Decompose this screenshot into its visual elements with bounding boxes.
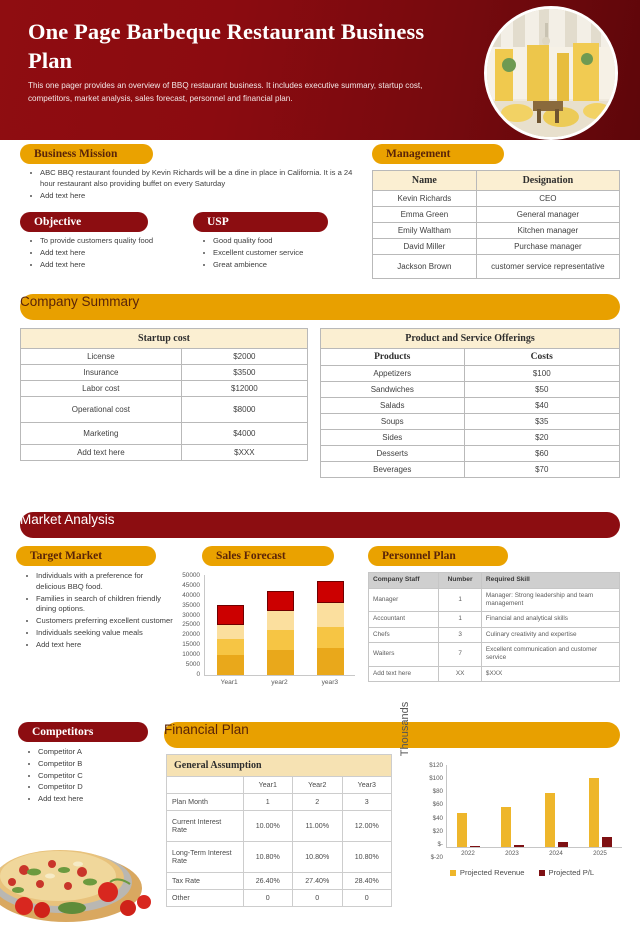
cell-skill: Financial and analytical skills <box>481 612 619 627</box>
list-item: Families in search of children friendly dining options. <box>30 594 174 616</box>
y-tick: $20 <box>432 827 443 835</box>
table-row <box>321 462 620 478</box>
cell-staff: Waiters <box>369 642 439 666</box>
list-item: Good quality food <box>207 236 358 247</box>
personnel-plan-label: Personnel Plan <box>382 550 456 562</box>
table-row <box>21 397 308 423</box>
financial-plan-chart <box>399 701 628 892</box>
list-item: Add text here <box>34 260 185 271</box>
list-item: To provide customers quality food <box>34 236 185 247</box>
objective-heading <box>20 212 148 232</box>
bar-revenue <box>457 813 467 847</box>
column-header-blank <box>167 777 244 794</box>
column-header: Year2 <box>293 777 343 794</box>
sales-forecast-chart <box>172 572 357 690</box>
y-tick: $-20 <box>430 853 443 861</box>
table-row <box>369 612 620 627</box>
bar-Year1 <box>217 605 244 675</box>
list-item: Add text here <box>30 640 174 651</box>
table-row <box>321 414 620 430</box>
startup-cost-table <box>20 328 308 461</box>
cell-year1: 1 <box>243 794 293 811</box>
cell-year1: 26.40% <box>243 873 293 890</box>
cell-year3: 28.40% <box>342 873 392 890</box>
target-market-list <box>16 571 174 650</box>
target-market-heading <box>16 546 156 566</box>
financial-chart-plot-area <box>446 765 622 847</box>
market-analysis-banner-label: Market Analysis <box>20 512 115 527</box>
competitors-heading <box>18 722 148 742</box>
usp-label: USP <box>207 216 229 228</box>
column-header: Number <box>439 573 482 589</box>
table-header-row <box>167 755 392 777</box>
cell-cost: $70 <box>464 462 619 478</box>
column-header: Designation <box>476 171 619 191</box>
list-item: Competitor D <box>32 782 168 793</box>
cell-skill: Culinary creativity and expertise <box>481 627 619 642</box>
financial-chart-baseline <box>446 847 622 848</box>
cell-number: 1 <box>439 588 482 612</box>
cell-number: 3 <box>439 627 482 642</box>
bar-segment <box>217 605 244 625</box>
cell-designation: customer service representative <box>476 255 619 279</box>
cell-label: Plan Month <box>167 794 244 811</box>
sales-forecast-x-axis <box>204 679 355 686</box>
restaurant-interior-photo <box>484 6 618 140</box>
y-tick: 40000 <box>182 591 200 599</box>
cell-label: Tax Rate <box>167 873 244 890</box>
pizza-photo <box>0 826 154 924</box>
bar-revenue <box>589 778 599 847</box>
legend-item-projected-pl <box>539 868 595 877</box>
objective-label: Objective <box>34 216 82 228</box>
financial-chart-y-axis-label: Thousands <box>399 701 411 757</box>
column-header: Costs <box>464 349 619 366</box>
bar-group-2024 <box>545 765 568 847</box>
cell-skill: Excellent communication and customer service <box>481 642 619 666</box>
list-item: Customers preferring excellent customer <box>30 616 174 627</box>
cell-staff: Accountant <box>369 612 439 627</box>
bar-segment <box>217 625 244 639</box>
objective-list <box>20 236 185 270</box>
legend-label: Projected P/L <box>548 868 595 877</box>
list-item: Add text here <box>32 794 168 805</box>
cell-year3: 12.00% <box>342 811 392 842</box>
cell-year1: 0 <box>243 890 293 907</box>
bar-group-2023 <box>501 765 524 847</box>
y-tick: 35000 <box>182 601 200 609</box>
legend-swatch <box>450 870 456 876</box>
competitors-label: Competitors <box>32 726 94 738</box>
table-subheader-row <box>321 349 620 366</box>
cell-cost: $60 <box>464 446 619 462</box>
competitors-list <box>18 747 168 805</box>
management-label: Management <box>386 148 451 160</box>
table-row <box>167 873 392 890</box>
bar-segment <box>317 603 344 627</box>
cell-cost: $100 <box>464 366 619 382</box>
cell-year3: 10.80% <box>342 842 392 873</box>
cell-cost: $40 <box>464 398 619 414</box>
table-header-row <box>373 171 620 191</box>
y-tick: $100 <box>429 775 443 783</box>
list-item: Add text here <box>34 248 185 259</box>
table-row <box>21 423 308 445</box>
cell-staff: Chefs <box>369 627 439 642</box>
y-tick: 5000 <box>185 661 200 669</box>
y-tick: 20000 <box>182 631 200 639</box>
table-row <box>373 255 620 279</box>
financial-chart-y-axis <box>417 762 443 861</box>
cell-label: Long-Term Interest Rate <box>167 842 244 873</box>
bar-segment <box>217 655 244 675</box>
y-tick: 50000 <box>182 572 200 579</box>
table-row <box>373 207 620 223</box>
sales-forecast-block <box>172 546 362 690</box>
table-row <box>21 365 308 381</box>
financial-plan-banner-label: Financial Plan <box>164 722 249 737</box>
bar-year3 <box>317 581 344 675</box>
bar-revenue <box>501 807 511 847</box>
pizza-icon <box>0 826 154 924</box>
bar-pl <box>602 837 612 847</box>
cell-cost: $8000 <box>181 397 307 423</box>
cell-number: XX <box>439 666 482 681</box>
market-analysis-banner <box>20 512 620 538</box>
cell-name: David Miller <box>373 239 477 255</box>
cell-designation: Kitchen manager <box>476 223 619 239</box>
cell-item: Operational cost <box>21 397 182 423</box>
cell-year2: 0 <box>293 890 343 907</box>
cell-cost: $35 <box>464 414 619 430</box>
y-tick: 25000 <box>182 621 200 629</box>
offerings-title: Product and Service Offerings <box>321 329 620 349</box>
bar-segment <box>267 630 294 650</box>
list-item: ABC BBQ restaurant founded by Kevin Richards will be a dine in place in California. It is a 24 hour restaurant also providing buffet on every Saturday <box>34 168 365 190</box>
y-tick: 0 <box>196 670 200 678</box>
legend-label: Projected Revenue <box>459 868 525 877</box>
bar-revenue <box>545 793 555 847</box>
usp-heading <box>193 212 328 232</box>
table-row <box>369 588 620 612</box>
cell-year3: 3 <box>342 794 392 811</box>
table-subheader-row <box>167 777 392 794</box>
list-item: Competitor C <box>32 771 168 782</box>
bar-segment <box>317 581 344 603</box>
bar-group-2022 <box>457 765 480 847</box>
management-heading <box>372 144 504 164</box>
table-row <box>369 642 620 666</box>
cell-number: 1 <box>439 612 482 627</box>
sales-forecast-plot-area <box>204 575 355 676</box>
cell-item: Labor cost <box>21 381 182 397</box>
offerings-table <box>320 328 620 478</box>
table-header-row <box>321 329 620 349</box>
page-title: One Page Barbeque Restaurant Business Plan <box>28 19 425 73</box>
cell-year2: 2 <box>293 794 343 811</box>
cell-cost: $20 <box>464 430 619 446</box>
company-summary-banner-label: Company Summary <box>20 294 140 309</box>
financial-plan-banner <box>164 722 620 748</box>
list-item: Add text here <box>34 191 365 202</box>
list-item: Individuals seeking value meals <box>30 628 174 639</box>
cell-cost: $2000 <box>181 349 307 365</box>
y-tick: 45000 <box>182 581 200 589</box>
bar-year2 <box>267 591 294 675</box>
business-mission-block <box>20 144 365 202</box>
table-row <box>369 627 620 642</box>
cell-number: 7 <box>439 642 482 666</box>
business-mission-label: Business Mission <box>34 148 118 160</box>
target-market-block <box>16 546 174 651</box>
cell-year2: 11.00% <box>293 811 343 842</box>
sales-forecast-y-axis <box>172 572 200 678</box>
business-mission-list <box>20 168 365 201</box>
table-row <box>373 223 620 239</box>
cell-item: License <box>21 349 182 365</box>
column-header: Company Staff <box>369 573 439 589</box>
cell-name: Emma Green <box>373 207 477 223</box>
column-header: Products <box>321 349 465 366</box>
general-assumption-title: General Assumption <box>167 755 392 777</box>
financial-chart-legend <box>416 868 628 877</box>
cell-product: Beverages <box>321 462 465 478</box>
table-row <box>167 842 392 873</box>
objective-block <box>20 212 185 271</box>
column-header: Year1 <box>243 777 293 794</box>
legend-item-projected-revenue <box>450 868 525 877</box>
cell-cost: $12000 <box>181 381 307 397</box>
list-item: Great ambience <box>207 260 358 271</box>
usp-block <box>193 212 358 271</box>
x-tick: 2024 <box>549 850 563 857</box>
column-header: Required Skill <box>481 573 619 589</box>
cell-year2: 27.40% <box>293 873 343 890</box>
competitors-block <box>18 722 168 806</box>
usp-list <box>193 236 358 270</box>
cell-label: Other <box>167 890 244 907</box>
general-assumption-block <box>166 754 392 907</box>
cell-year1: 10.00% <box>243 811 293 842</box>
table-row <box>373 239 620 255</box>
cell-year3: 0 <box>342 890 392 907</box>
personnel-plan-table <box>368 572 620 682</box>
bar-segment <box>217 639 244 655</box>
table-header-row <box>21 329 308 349</box>
list-item: Competitor A <box>32 747 168 758</box>
cell-product: Sandwiches <box>321 382 465 398</box>
y-tick: $- <box>437 840 443 848</box>
cell-product: Sides <box>321 430 465 446</box>
cell-cost: $50 <box>464 382 619 398</box>
y-tick: $60 <box>432 801 443 809</box>
cell-product: Desserts <box>321 446 465 462</box>
sales-forecast-heading <box>202 546 334 566</box>
y-tick: $80 <box>432 788 443 796</box>
x-tick: Year1 <box>220 679 238 686</box>
cell-item: Insurance <box>21 365 182 381</box>
management-table <box>372 170 620 279</box>
startup-cost-block <box>20 328 308 461</box>
startup-cost-title: Startup cost <box>21 329 308 349</box>
cell-item: Marketing <box>21 423 182 445</box>
cell-skill: $XXX <box>481 666 619 681</box>
x-tick: 2023 <box>505 850 519 857</box>
column-header: Name <box>373 171 477 191</box>
cell-product: Soups <box>321 414 465 430</box>
table-row <box>321 366 620 382</box>
cell-staff: Manager <box>369 588 439 612</box>
cell-year2: 10.80% <box>293 842 343 873</box>
sales-forecast-label: Sales Forecast <box>216 550 286 562</box>
y-tick: 30000 <box>182 611 200 619</box>
page-header <box>0 0 640 140</box>
bar-segment <box>317 648 344 675</box>
target-market-label: Target Market <box>30 550 103 562</box>
cell-designation: General manager <box>476 207 619 223</box>
cell-cost: $3500 <box>181 365 307 381</box>
cell-designation: CEO <box>476 191 619 207</box>
bar-segment <box>317 627 344 648</box>
bar-group-2025 <box>589 765 612 847</box>
list-item: Individuals with a preference for delicious BBQ food. <box>30 571 174 593</box>
list-item: Excellent customer service <box>207 248 358 259</box>
cell-cost: $XXX <box>181 445 307 461</box>
cell-label: Current Interest Rate <box>167 811 244 842</box>
table-row <box>321 446 620 462</box>
y-tick: $40 <box>432 814 443 822</box>
table-row <box>21 349 308 365</box>
cell-cost: $4000 <box>181 423 307 445</box>
offerings-block <box>320 328 620 478</box>
table-row <box>369 666 620 681</box>
y-tick: 15000 <box>182 641 200 649</box>
x-tick: year3 <box>321 679 339 686</box>
cell-name: Kevin Richards <box>373 191 477 207</box>
business-mission-heading <box>20 144 153 164</box>
cell-item: Add text here <box>21 445 182 461</box>
table-row <box>167 811 392 842</box>
bar-segment <box>267 591 294 611</box>
table-row <box>167 890 392 907</box>
table-row <box>321 398 620 414</box>
restaurant-photo-icon <box>487 9 615 137</box>
cell-product: Appetizers <box>321 366 465 382</box>
y-tick: 10000 <box>182 651 200 659</box>
page-subtitle: This one pager provides an overview of BBQ restaurant business. It includes executive summary, startup cost, competitors, market analysis, sales forecast, personnel and financial plan. <box>28 81 423 103</box>
table-row <box>21 445 308 461</box>
cell-name: Emily Waltham <box>373 223 477 239</box>
management-block <box>372 144 620 279</box>
table-row <box>21 381 308 397</box>
column-header: Year3 <box>342 777 392 794</box>
cell-name: Jackson Brown <box>373 255 477 279</box>
table-row <box>167 794 392 811</box>
cell-product: Salads <box>321 398 465 414</box>
legend-swatch <box>539 870 545 876</box>
list-item: Competitor B <box>32 759 168 770</box>
x-tick: 2025 <box>593 850 607 857</box>
bar-segment <box>267 650 294 675</box>
x-tick: 2022 <box>461 850 475 857</box>
cell-staff: Add text here <box>369 666 439 681</box>
bar-segment <box>267 611 294 630</box>
x-tick: year2 <box>271 679 288 686</box>
cell-designation: Purchase manager <box>476 239 619 255</box>
table-row <box>321 430 620 446</box>
y-tick: $120 <box>429 762 443 769</box>
personnel-plan-heading <box>368 546 508 566</box>
personnel-plan-block <box>368 546 620 682</box>
general-assumption-table <box>166 754 392 907</box>
company-summary-banner <box>20 294 620 320</box>
cell-year1: 10.80% <box>243 842 293 873</box>
cell-skill: Manager: Strong leadership and team management <box>481 588 619 612</box>
financial-chart-x-axis <box>446 850 622 857</box>
table-row <box>373 191 620 207</box>
table-row <box>321 382 620 398</box>
table-header-row <box>369 573 620 589</box>
